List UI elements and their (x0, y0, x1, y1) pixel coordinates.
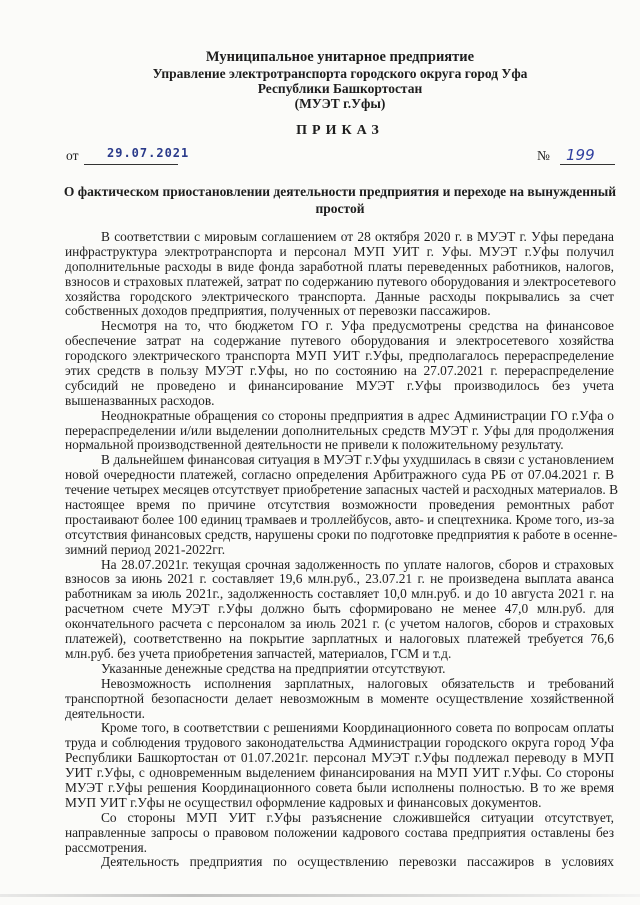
date-stamp: 29.07.2021 (107, 146, 190, 160)
paragraph-line: Невозможность исполнения зарплатных, налоговых обязательств и требований (101, 675, 614, 691)
order-number: 199 (566, 146, 595, 164)
paragraph-line: перераспределении и/или выделении дополнительных средств МУЭТ г. Уфы для продолжения (65, 422, 614, 438)
paragraph (65, 409, 614, 454)
paragraph-line: городского электрического транспорта МУП УИТ г.Уфы, предполагалось перераспределение (65, 348, 614, 364)
paragraph (65, 855, 614, 870)
paragraph-line: отсутствия финансовых средств, нарушены сроки по подготовке предприятия к работе в осенне- (65, 526, 618, 542)
order-title-line-1: О фактическом приостановлении деятельности предприятия и переходе на вынужденный (63, 184, 617, 199)
paragraph-line: зимний период 2021-2022гг. (65, 541, 226, 557)
paragraph-line: транспортной безопасности делает невозможным в моменте осуществление хозяйственной (65, 690, 614, 706)
number-label: № (537, 148, 550, 163)
paragraph (65, 452, 619, 557)
paragraph-line: деятельности. (65, 705, 146, 721)
paragraph-line: УИТ г.Уфы, с одновременным выделением финансирования на МУП УИТ г.Уфы. Со стороны (65, 765, 614, 781)
paragraph-line: взносов и страховых платежей, затрат по содержанию путевого оборудования и электросетевого (65, 273, 616, 289)
order-title-line-2: простой (315, 201, 365, 216)
paragraph-line: течение четырех месяцев отсутствует приобретение запасных частей и расходных материалов. В (65, 482, 619, 498)
paragraph-line: На 28.07.2021г. текущая срочная задолженность по уплате налогов, сборов и страховых (101, 556, 614, 572)
paragraph-line: окончательного расчета с персоналом за июль 2021 г. (с учетом налогов, сборов и страховых (65, 616, 614, 632)
org-full-name: Управление электротранспорта городского округа город Уфа (152, 66, 528, 81)
paragraph-line: субсидий не проведено и финансирование МУЭТ г.Уфы производилось без учета (65, 377, 614, 393)
paragraph (65, 319, 614, 408)
paragraph-line: простаивают более 100 единиц трамваев и троллейбусов, авто- и спецтехника. Кроме того, из-за (65, 511, 615, 527)
paragraph (65, 558, 614, 662)
document-body (65, 229, 619, 870)
paragraph-line: расчетном счете МУЭТ г.Уфы должно быть сформировано не менее 47,0 млн.руб. для (65, 601, 614, 617)
paragraph-line: собственных доходов предприятия, полученных от перевозки пассажиров. (65, 303, 491, 319)
date-label: от (66, 148, 79, 163)
paragraph (65, 677, 614, 722)
paragraph-line: новой очередности платежей, согласно определения Арбитражного суда РБ от 07.04.2021 г. В (65, 467, 614, 483)
paragraph-line: МУП УИТ г.Уфы не осуществил оформление кадровых и финансовых документов. (65, 794, 542, 810)
paragraph-line: дополнительные расходы в виде фонда заработной платы переведенных работников, налогов, (65, 258, 614, 274)
paragraph-line: платежей), соответственно на покрытие зарплатных и налоговых платежей требуется 76,6 (65, 631, 614, 647)
paragraph-line: нормальной производственной деятельности не привели к положительному результату. (65, 437, 564, 453)
paragraph-line: млн.руб. без учета приобретения запчастей, материалов, ГСМ и т.д. (65, 645, 452, 661)
paragraph-line: вышеназванных расходов. (65, 392, 215, 408)
org-abbreviation: (МУЭТ г.Уфы) (294, 96, 386, 111)
date-underline (84, 164, 178, 165)
paragraph-line: труда и соблюдения трудового законодательства Администрации городского округа город Уфа (65, 735, 614, 751)
number-underline (560, 164, 615, 165)
paragraph-line: Со стороны МУП УИТ г.Уфы разъяснение сложившейся ситуации отсутствует, (101, 809, 614, 825)
paragraph-line: инфраструктура электротранспорта и персонал МУП УИТ г. Уфы. МУЭТ г.Уфы получил (65, 243, 614, 259)
paragraph-line: направленные запросы о правовом положении кадрового состава предприятия оставлены без (65, 824, 614, 840)
paragraph-line: МУЭТ г.Уфы решения Координационного совета были исполнены полностью. В то же время (65, 779, 614, 795)
paragraph-line: Деятельность предприятия по осуществлению перевозки пассажиров в условиях (101, 854, 614, 870)
paragraph (65, 662, 614, 677)
paragraph-line: Республики Башкортостан от 01.07.2021г. персонал МУЭТ г.Уфы подлежал переводу в МУП (65, 750, 614, 766)
paragraph-line: Указанные денежные средства на предприятии отсутствуют. (101, 660, 446, 676)
paragraph-line: хозяйства городского электрического транспорта. Данные расходы покрывались за счет (65, 288, 614, 304)
paragraph-line: В соответствии с мировым соглашением от 28 октября 2020 г. в МУЭТ г. Уфы передана (101, 229, 614, 244)
paragraph-line: настоящее время по причине отсутствия возможности проведения ремонтных работ (65, 497, 614, 513)
paragraph-line: обеспечение затрат на содержание путевого оборудования и электросетевого хозяйства (65, 333, 614, 349)
paragraph-line: Кроме того, в соответствии с решениями Координационного совета по вопросам оплаты (101, 720, 614, 736)
paragraph-line: работникам за июль 2021г., задолженность составляет 10,0 млн.руб. и до 10 августа 2021 г. на (65, 586, 614, 602)
scan-edge (0, 894, 640, 897)
paragraph-line: В дальнейшем финансовая ситуация в МУЭТ г.Уфы ухудшилась в связи с установлением (101, 452, 614, 468)
org-region: Республики Башкортостан (257, 81, 423, 96)
paragraph-line: этих средств в пользу МУЭТ г.Уфы, но по состоянию на 27.07.2021 г. перераспределение (65, 363, 614, 379)
paragraph (65, 230, 614, 319)
org-name: Муниципальное унитарное предприятие (205, 49, 475, 65)
paragraph-line: рассмотрения. (65, 839, 148, 855)
paragraph (65, 721, 614, 810)
paragraph-line: взносов за июнь 2021 г. составляет 19,6 млн.руб., 23.07.21 г. не произведена выплата аванса (65, 571, 614, 587)
paragraph (65, 811, 614, 856)
paragraph-line: Несмотря на то, что бюджетом ГО г. Уфа предусмотрены средства на финансовое (101, 318, 614, 334)
document-type: ПРИКАЗ (296, 123, 384, 138)
paragraph-line: Неоднократные обращения со стороны предприятия в адрес Администрации ГО г.Уфа о (101, 407, 614, 423)
